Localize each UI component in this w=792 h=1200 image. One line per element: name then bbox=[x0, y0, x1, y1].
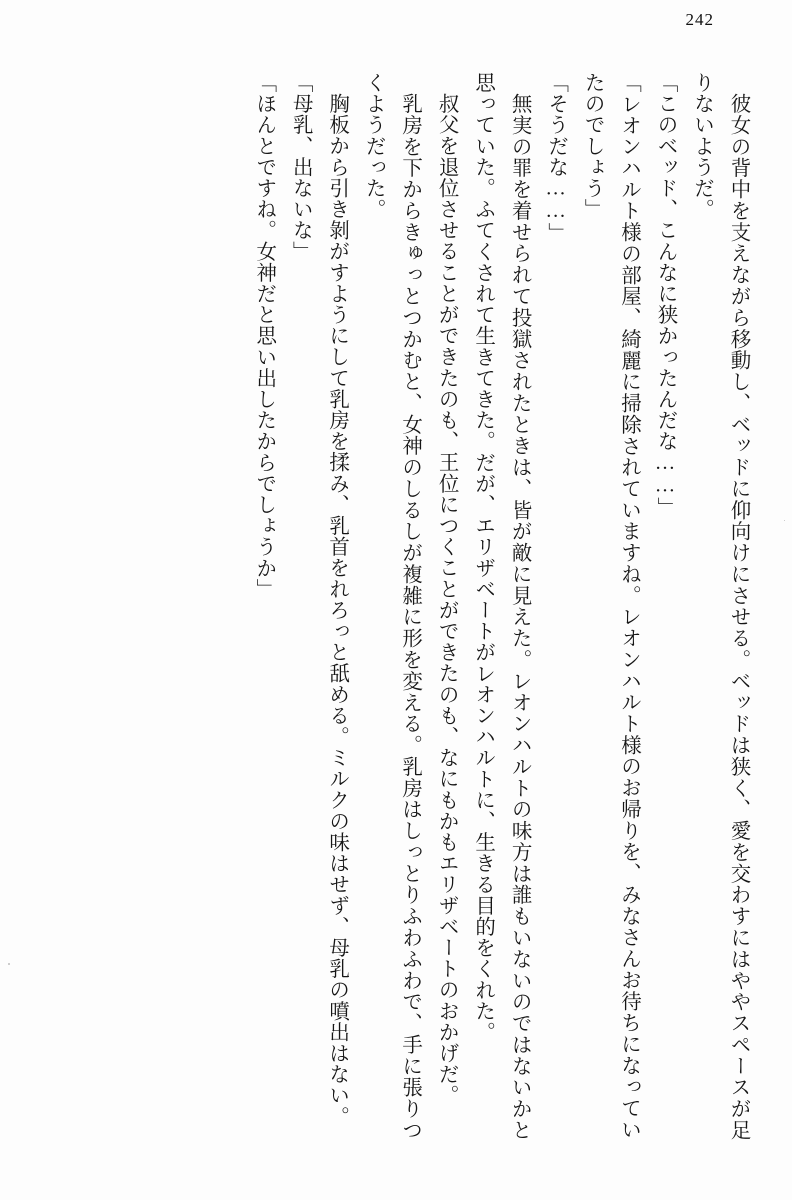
paragraph: 「このベッド、こんなに狭かったんだな……」 bbox=[654, 72, 677, 519]
page-number: 242 bbox=[685, 10, 714, 29]
paragraph: 「そうだな……」 bbox=[544, 72, 567, 244]
paragraph: 叔父を退位させることができたのも、王位につくことができたのも、なにもかもエリザベートのおかげだ。 bbox=[435, 92, 458, 1106]
paragraph: 胸板から引き剝がすようにして乳房を揉み、乳首をれろっと舐める。ミルクの味はせず、母乳の噴出はない。 bbox=[325, 92, 348, 1127]
page-body-text bbox=[34, 72, 756, 1140]
paragraph: 「ほんとですね。女神だと思い出したからでしょうか」 bbox=[252, 72, 275, 600]
paragraph: 乳房を下からきゅっとつかむと、女神のしるしが複雑に形を変える。乳房はしっとりふわふわで、手に張りつくようだった。 bbox=[362, 72, 421, 1140]
paragraph: 彼女の背中を支えながら移動し、ベッドに仰向けにさせる。ベッドは狭く、愛を交わすにはややスペースが足りないようだ。 bbox=[690, 72, 749, 1140]
scan-speck bbox=[784, 520, 785, 521]
paragraph: 「レオンハルト様の部屋、綺麗に掃除されていますね。レオンハルト様のお帰りを、みなさんお待ちになっていたのでしょう」 bbox=[581, 72, 640, 1140]
paragraph: 「母乳、出ないな」 bbox=[289, 72, 312, 262]
paragraph: 無実の罪を着せられて投獄されたときは、皆が敵に見えた。レオンハルトの味方は誰もいないのではないかと思っていた。ふてくされて生きてきた。だが、エリザベートがレオンハルトに、生きる目的をくれた。 bbox=[471, 72, 531, 1140]
scan-speck bbox=[8, 963, 10, 965]
